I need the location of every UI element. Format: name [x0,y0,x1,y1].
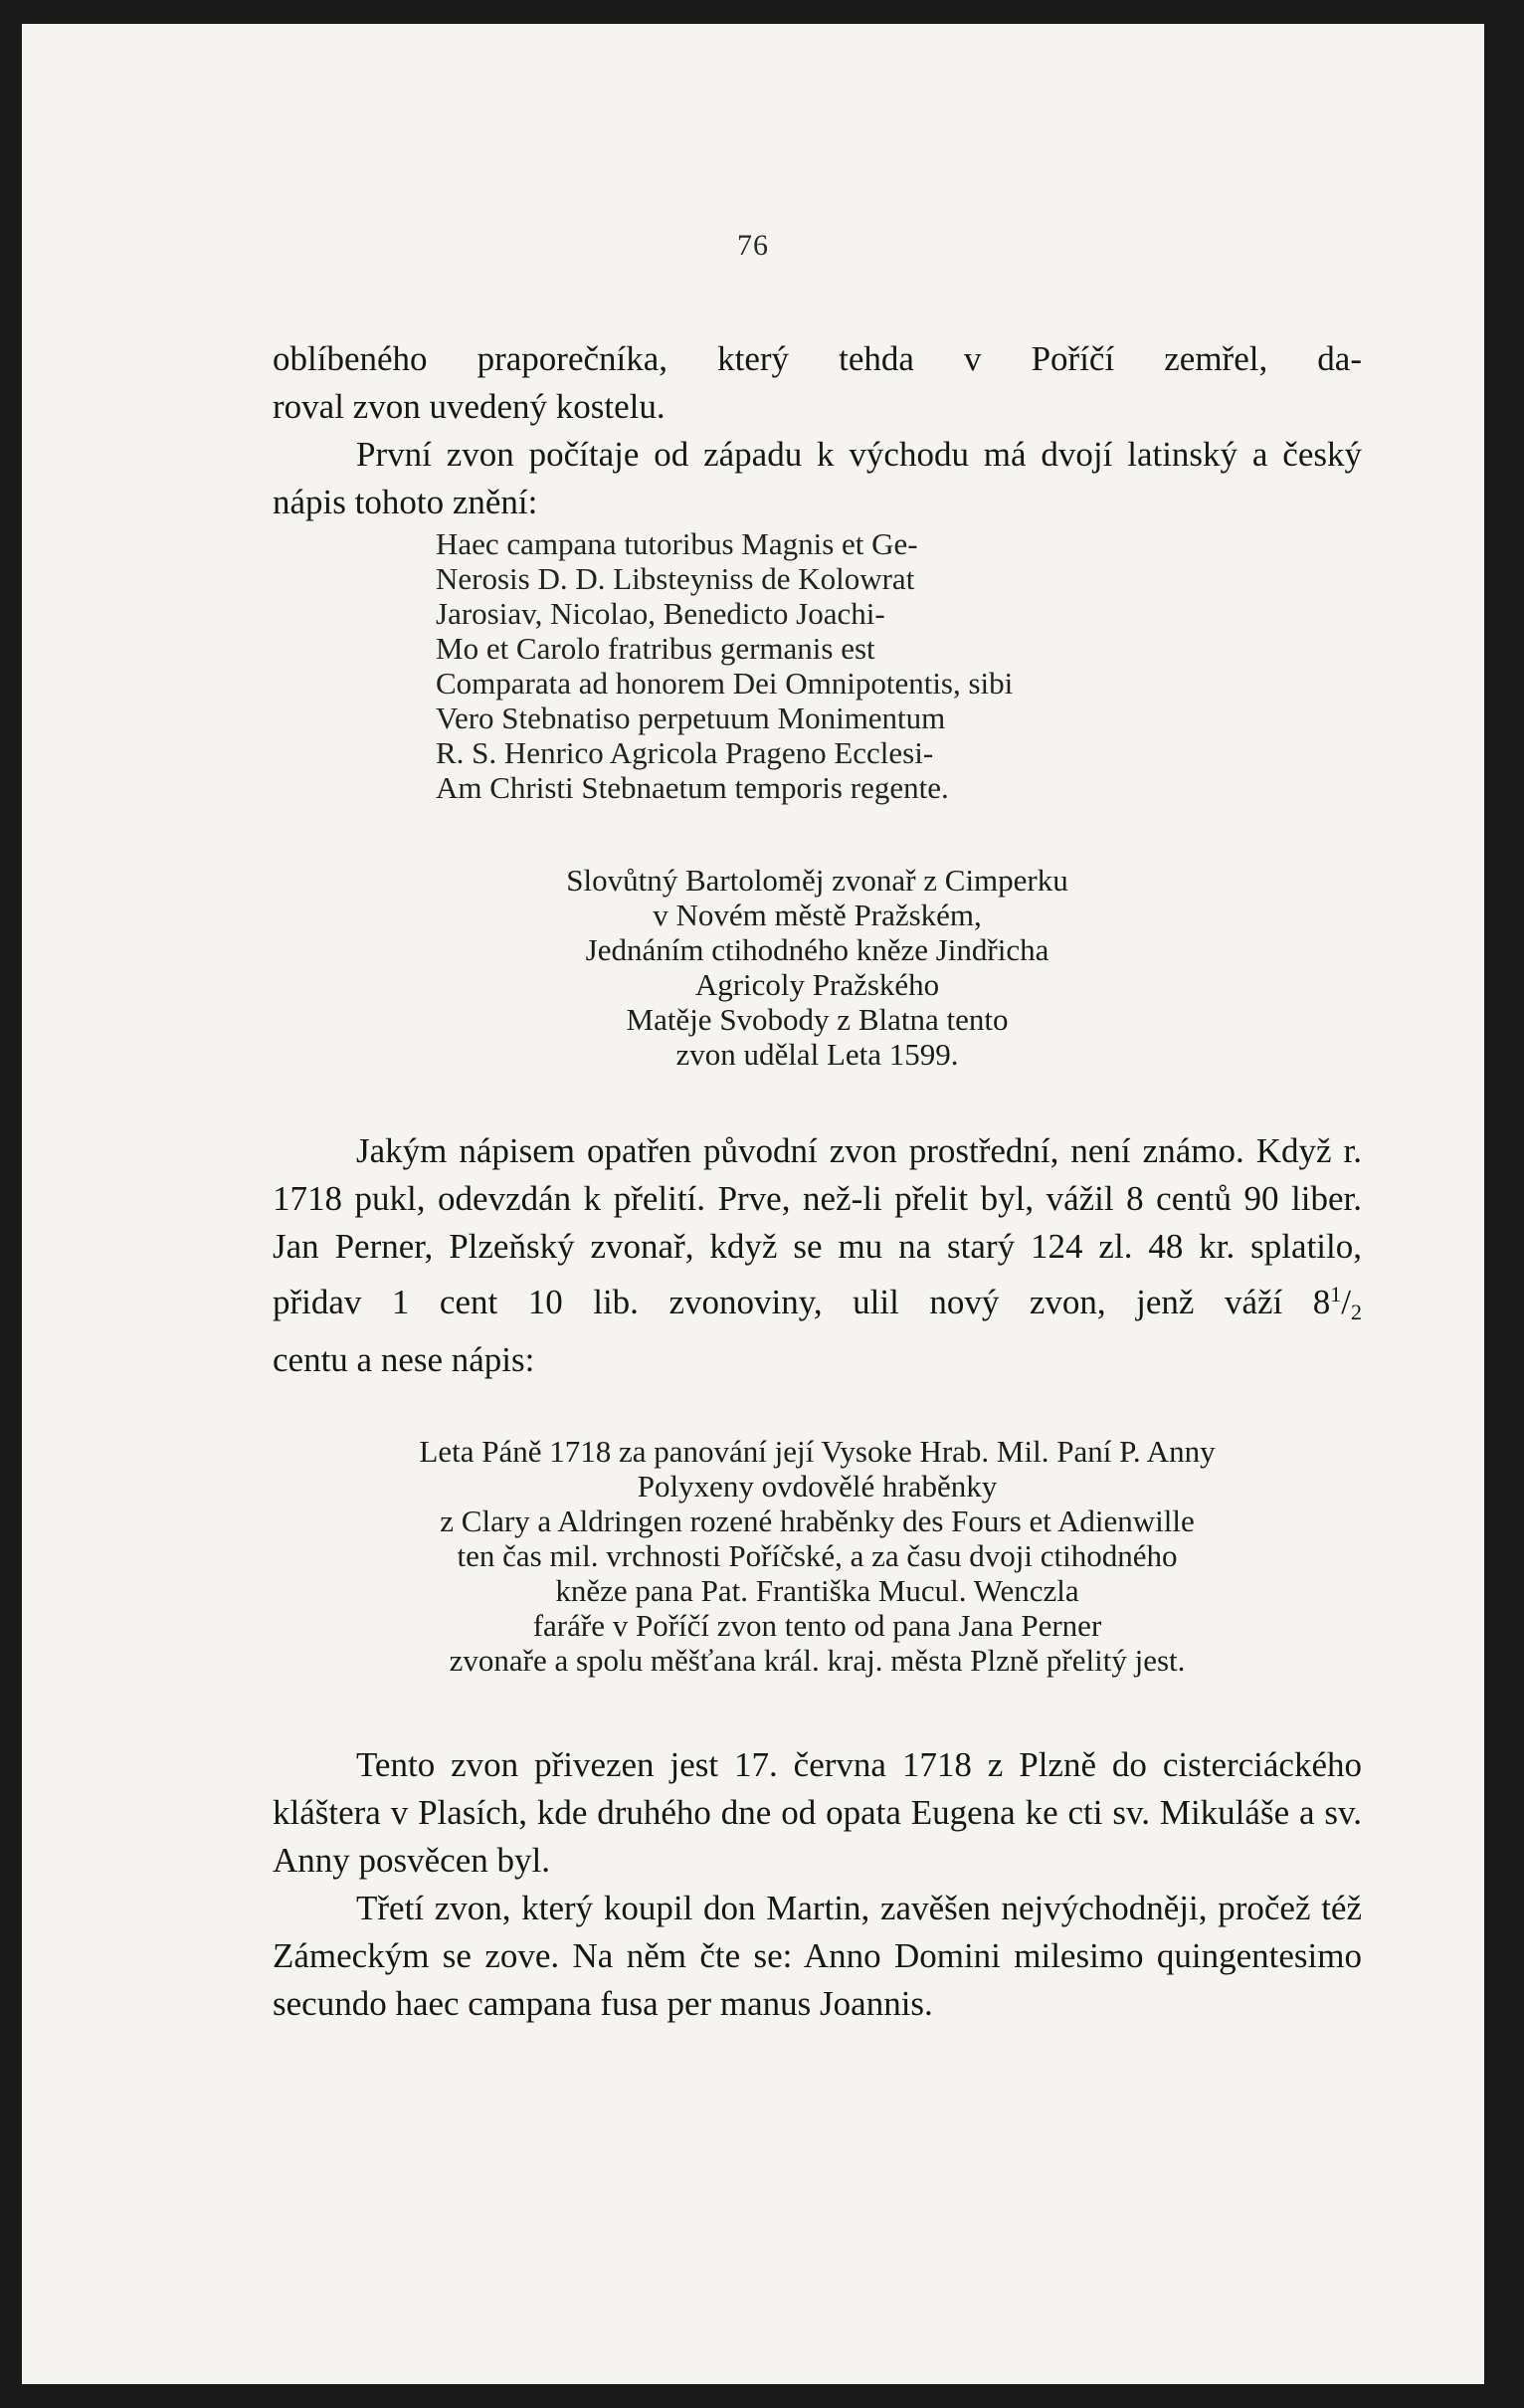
czech-line: zvon udělal Leta 1599. [675,1037,959,1072]
latin-line: Mo et Carolo fratribus germanis est [436,631,875,666]
latin-line: Comparata ad honorem Dei Omnipotentis, sibi [436,666,1014,701]
weight-fraction: $8^1/_2$ [1312,1282,1363,1324]
inscription-line: Polyxeny ovdovělé hraběnky [637,1469,998,1504]
page-number: 76 [737,229,769,262]
czech-line: Slovůtný Bartoloměj zvonař z Cimperku [566,863,1068,898]
weight-numerator: 1 [1330,1282,1342,1306]
czech-line: Matěje Svobody z Blatna tento [626,1002,1009,1037]
inscription-line: faráře v Poříčí zvon tento od pana Jana Perner [532,1608,1102,1643]
book-page [22,24,1484,2384]
latin-line: Jarosiav, Nicolao, Benedicto Joachi- [436,596,885,631]
intro-paragraph [273,335,1362,431]
latin-line: R. S. Henrico Agricola Prageno Ecclesi- [436,735,934,770]
czech-inscription [273,863,1362,1072]
new-bell-inscription [273,1434,1362,1678]
first-bell-paragraph [273,431,1362,526]
inscription-line: ten čas mil. vrchnosti Poříčské, a za času dvoji ctihodného [457,1538,1178,1573]
czech-line: Jednáním ctihodného kněze Jindřicha [585,932,1049,967]
latin-line: Am Christi Stebnaetum temporis regente. [436,770,949,805]
weight-whole: 8 [1312,1283,1331,1321]
inscription-line: z Clary a Aldringen rozené hraběnky des Fours et Adienwille [440,1504,1195,1538]
inscription-line: kněze pana Pat. Františka Mucul. Wenczla [555,1573,1079,1608]
middle-bell-text: Jakým nápisem opatřen původní zvon prostřední, není známo. Když r. 1718 pukl, odevzdán k přelití. Prve, než-li přelit byl, vážil 8 centů 90 liber. Jan Perner, Plzeňský zvonař, když se mu na starý 124 zl. 48 kr. splatilo, přidav 1 cent 10 lib. zvonoviny, ulil nový zvon, jenž váží [273,1131,1362,1321]
latin-inscription [436,526,1251,805]
inscription-line: Leta Páně 1718 za panování její Vysoke Hrab. Mil. Paní P. Anny [419,1434,1216,1469]
middle-bell-paragraph [273,1127,1362,1384]
latin-line: Nerosis D. D. Libsteyniss de Kolowrat [436,561,915,596]
third-bell-paragraph: Třetí zvon, který koupil don Martin, zavěšen nejvýchodněji, pročež též Zámeckým se zove. Na něm čte se: Anno Domini milesimo quingentesimo secundo haec campana fusa per manus Joannis. [273,1889,1362,2023]
czech-line: v Novém městě Pražském, [653,898,982,932]
latin-line: Haec campana tutoribus Magnis et Ge- [436,526,918,561]
weight-denominator: 2 [1351,1300,1363,1324]
czech-line: Agricoly Pražského [694,967,940,1002]
closing-paragraphs [273,1741,1362,2028]
intro-line-1: oblíbeného praporečníka, který tehda v Poříčí zemřel, da- [273,339,1362,378]
inscription-line: zvonaře a spolu měšťana král. kraj. města Plzně přelitý jest. [449,1643,1186,1678]
intro-line-2: roval zvon uvedený kostelu. [273,387,666,426]
middle-bell-tail: centu a nese nápis: [273,1340,535,1379]
transport-paragraph: Tento zvon přivezen jest 17. června 1718 z Plzně do cisterciáckého kláštera v Plasích, kde druhého dne od opata Eugena ke cti sv. Mikuláše a sv. Anny posvěcen byl. [273,1745,1362,1880]
first-bell-text: První zvon počítaje od západu k východu má dvojí latinský a český nápis tohoto znění: [273,435,1362,521]
latin-line: Vero Stebnatiso perpetuum Monimentum [436,701,946,735]
